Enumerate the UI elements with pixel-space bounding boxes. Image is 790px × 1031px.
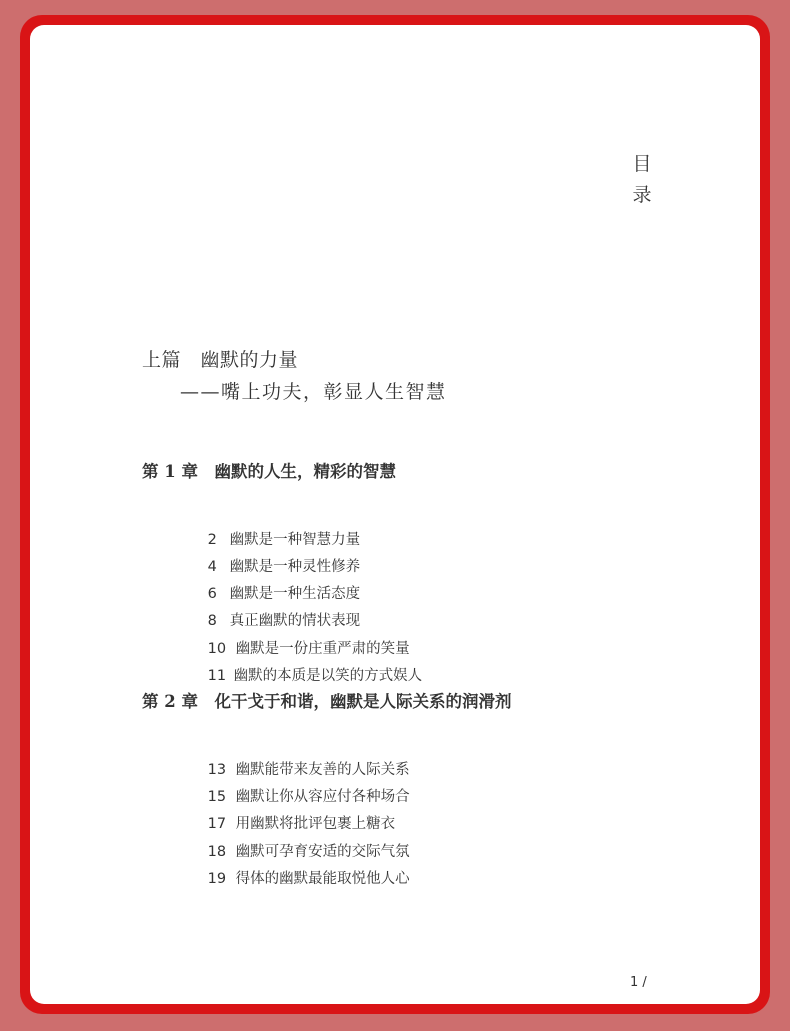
chapter-title[interactable]: 第 1 章 幽默的人生，精彩的智慧 <box>142 462 396 481</box>
toc-entry-page: 10 <box>207 641 227 657</box>
toc-heading <box>632 149 652 211</box>
toc-entry-page: 8 <box>207 613 217 629</box>
toc-entry-page: 13 <box>207 762 227 778</box>
toc-entry-title: 幽默可孕育安适的交际气氛 <box>235 844 410 860</box>
toc-entry-title: 幽默是一种灵性修养 <box>229 559 361 575</box>
toc-entry-title: 得体的幽默最能取悦他人心 <box>235 871 410 887</box>
toc-entry-title: 幽默的本质是以笑的方式娱人 <box>233 668 423 684</box>
toc-entry-page: 18 <box>207 844 227 860</box>
toc-entry-title: 用幽默将批评包裹上糖衣 <box>235 816 396 832</box>
toc-entry-page: 6 <box>207 586 217 602</box>
toc-entry-page: 2 <box>207 532 217 548</box>
part-title: 上篇 幽默的力量 <box>142 349 299 371</box>
page-frame <box>20 15 770 1014</box>
toc-entry-title: 幽默是一种智慧力量 <box>229 532 361 548</box>
toc-entry-page: 4 <box>207 559 217 575</box>
toc-entry-title: 幽默让你从容应付各种场合 <box>235 789 410 805</box>
toc-entry-title: 幽默能带来友善的人际关系 <box>235 762 410 778</box>
page-number: 1 / <box>630 975 647 990</box>
chapter-title[interactable]: 第 2 章 化干戈于和谐，幽默是人际关系的润滑剂 <box>142 692 512 711</box>
toc-entry-page: 15 <box>207 789 227 805</box>
toc-entry-title: 幽默是一种生活态度 <box>229 586 361 602</box>
part-subtitle: ——嘴上功夫，彰显人生智慧 <box>180 381 447 403</box>
toc-entry-title: 幽默是一份庄重严肃的笑量 <box>235 641 410 657</box>
toc-entry-title: 真正幽默的情状表现 <box>229 613 361 629</box>
toc-heading-char: 录 <box>632 184 652 206</box>
toc-entry-page: 19 <box>207 871 227 887</box>
toc-entry-page: 17 <box>207 816 227 832</box>
toc-entry[interactable] <box>180 851 410 904</box>
document-page <box>30 25 760 1004</box>
toc-entry-page: 11 <box>207 668 227 684</box>
toc-heading-char: 目 <box>632 153 652 175</box>
